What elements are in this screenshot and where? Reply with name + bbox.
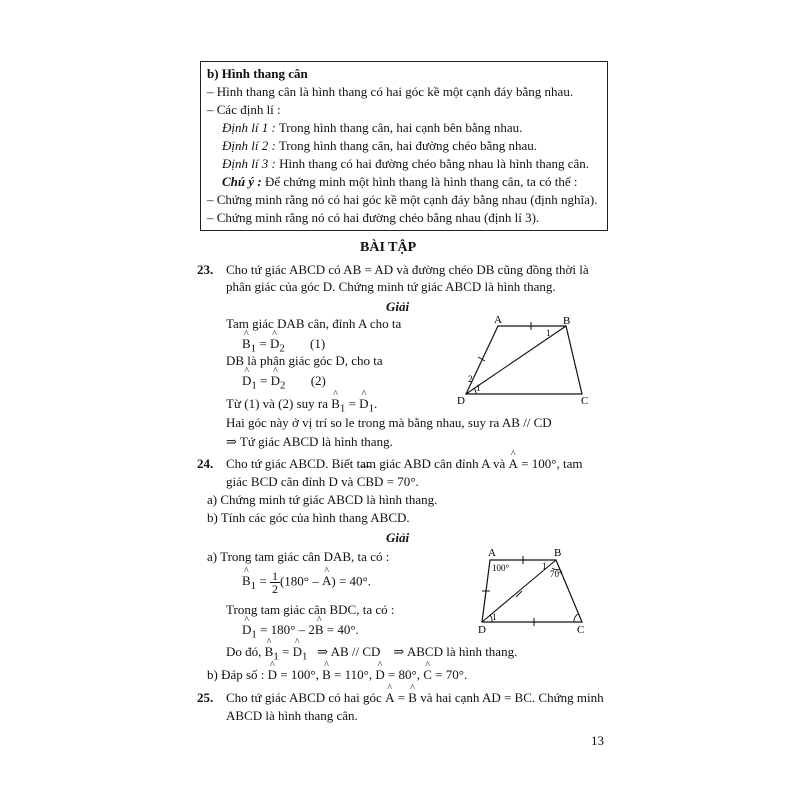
ex24-number: 24. bbox=[197, 456, 214, 471]
ex23-figure bbox=[440, 310, 600, 410]
ex23-label-d: D bbox=[457, 395, 465, 407]
ex24-label-d: D bbox=[478, 624, 486, 636]
ex23-angle-d2: 2 bbox=[468, 374, 473, 384]
ex24-bdc-intro: Trong tam giác cân BDC, ta có : bbox=[226, 602, 395, 617]
ex23-solution-label: Giải bbox=[386, 299, 410, 314]
method-2: – Chứng minh rằng nó có hai đường chéo bằng nhau (định lí 3). bbox=[207, 210, 540, 225]
ex24-eq1: ^ $B_1$ = $\frac{1}{2}$ (180° – ^ A) = 40°. bbox=[242, 570, 371, 595]
fraction-one-half: $\frac{1}{2}$ bbox=[271, 569, 278, 596]
ex24-eq2: ^ $D_1 = 180^\circ$ – 2^ B = 40°. bbox=[242, 622, 359, 641]
ex23-line2: phân giác của góc D. Chứng minh tứ giác ABCD là hình thang. bbox=[226, 279, 556, 294]
ex25-line2: ABCD là hình thang cân. bbox=[226, 708, 358, 723]
ex24-angle-a: 100° bbox=[492, 563, 510, 573]
ex23-number: 23. bbox=[197, 262, 214, 277]
ex24-figure bbox=[470, 542, 600, 642]
ex24-tick-db bbox=[516, 591, 522, 597]
ex24-label-c: C bbox=[577, 624, 585, 636]
ex23-diagonal-db bbox=[466, 326, 566, 394]
ex24-line1: Cho tứ giác ABCD. Biết tam giác ABD cân đỉnh A và ^ A = 100°, tam bbox=[226, 456, 582, 472]
ex23-angle-b1: 1 bbox=[546, 328, 551, 338]
ex23-s4: ^ $D_1$ = ^ $D_2$ (2) bbox=[242, 373, 326, 392]
theorem-2: Định lí 2 : Trong hình thang cân, hai đường chéo bằng nhau. bbox=[222, 138, 538, 153]
ex25-number: 25. bbox=[197, 690, 214, 705]
isosceles-trapezoid-definition: – Hình thang cân là hình thang có hai góc kề một cạnh đáy bằng nhau. bbox=[207, 84, 574, 99]
ex23-s7: ⇒ Tứ giác ABCD là hình thang. bbox=[226, 434, 393, 449]
page-number: 13 bbox=[591, 733, 604, 748]
ex25-line1: Cho tứ giác ABCD có hai góc ^ A = ^ B và hai cạnh AD = BC. Chứng minh bbox=[226, 690, 604, 706]
note: Chú ý : Để chứng minh một hình thang là hình thang cân, ta có thể : bbox=[222, 174, 578, 189]
ex23-s3: DB là phân giác góc D, cho ta bbox=[226, 353, 383, 368]
ex23-label-b: B bbox=[563, 315, 571, 327]
ex23-s6: Hai góc này ở vị trí so le trong mà bằng nhau, suy ra AB // CD bbox=[226, 415, 552, 430]
ex24-angle-b2: 70° bbox=[550, 569, 563, 579]
ex24-conclusion: Do đó, ^ $B_1$ = ^ $D_1$ ⇒ AB // CD ⇒ ABCD là hình thang. bbox=[226, 644, 517, 663]
ex23-label-c: C bbox=[581, 395, 589, 407]
ex24-label-b: B bbox=[554, 547, 562, 559]
theorem-3: Định lí 3 : Hình thang có hai đường chéo bằng nhau là hình thang cân. bbox=[222, 156, 590, 171]
ex24-answer: b) Đáp số : ^ D = 100°, ^ B = 110°, ^ D = 80°, ^ C = 70°. bbox=[207, 667, 467, 683]
ex23-s1: Tam giác DAB cân, đỉnh A cho ta bbox=[226, 316, 402, 331]
ex24-a-intro: a) Trong tam giác cân DAB, ta có : bbox=[207, 549, 390, 564]
ex23-label-a: A bbox=[494, 314, 502, 326]
ex24-solution-label: Giải bbox=[386, 530, 410, 545]
ex24-question-a: a) Chứng minh tứ giác ABCD là hình thang. bbox=[207, 492, 438, 507]
ex23-s2: ^ $B_1$ = ^ $D_2$ (1) bbox=[242, 336, 325, 355]
ex23-line1: Cho tứ giác ABCD có AB = AD và đường chéo DB cũng đồng thời là bbox=[226, 262, 589, 277]
ex24-question-b: b) Tính các góc của hình thang ABCD. bbox=[207, 510, 410, 525]
ex24-line2: giác BCD cân đỉnh D và ⌒ CBD = 70°. bbox=[226, 474, 419, 490]
ex23-s5: Từ (1) và (2) suy ra ^ $B_1$ = ^ $D_1$. bbox=[226, 396, 377, 415]
section-title: BÀI TẬP bbox=[360, 240, 417, 255]
ex23-angle-d1: 1 bbox=[476, 383, 481, 393]
ex24-label-a: A bbox=[488, 547, 496, 559]
ex24-angle-b1: 1 bbox=[542, 561, 547, 571]
theorems-intro: – Các định lí : bbox=[207, 102, 281, 117]
method-1: – Chứng minh rằng nó có hai góc kề một cạnh đáy bằng nhau (định nghĩa). bbox=[207, 192, 598, 207]
ex24-arc-c bbox=[574, 614, 578, 622]
ex24-angle-d1: 1 bbox=[492, 612, 497, 622]
theory-heading: b) Hình thang cân bbox=[207, 66, 308, 81]
theorem-1: Định lí 1 : Trong hình thang cân, hai cạnh bên bằng nhau. bbox=[222, 120, 523, 135]
